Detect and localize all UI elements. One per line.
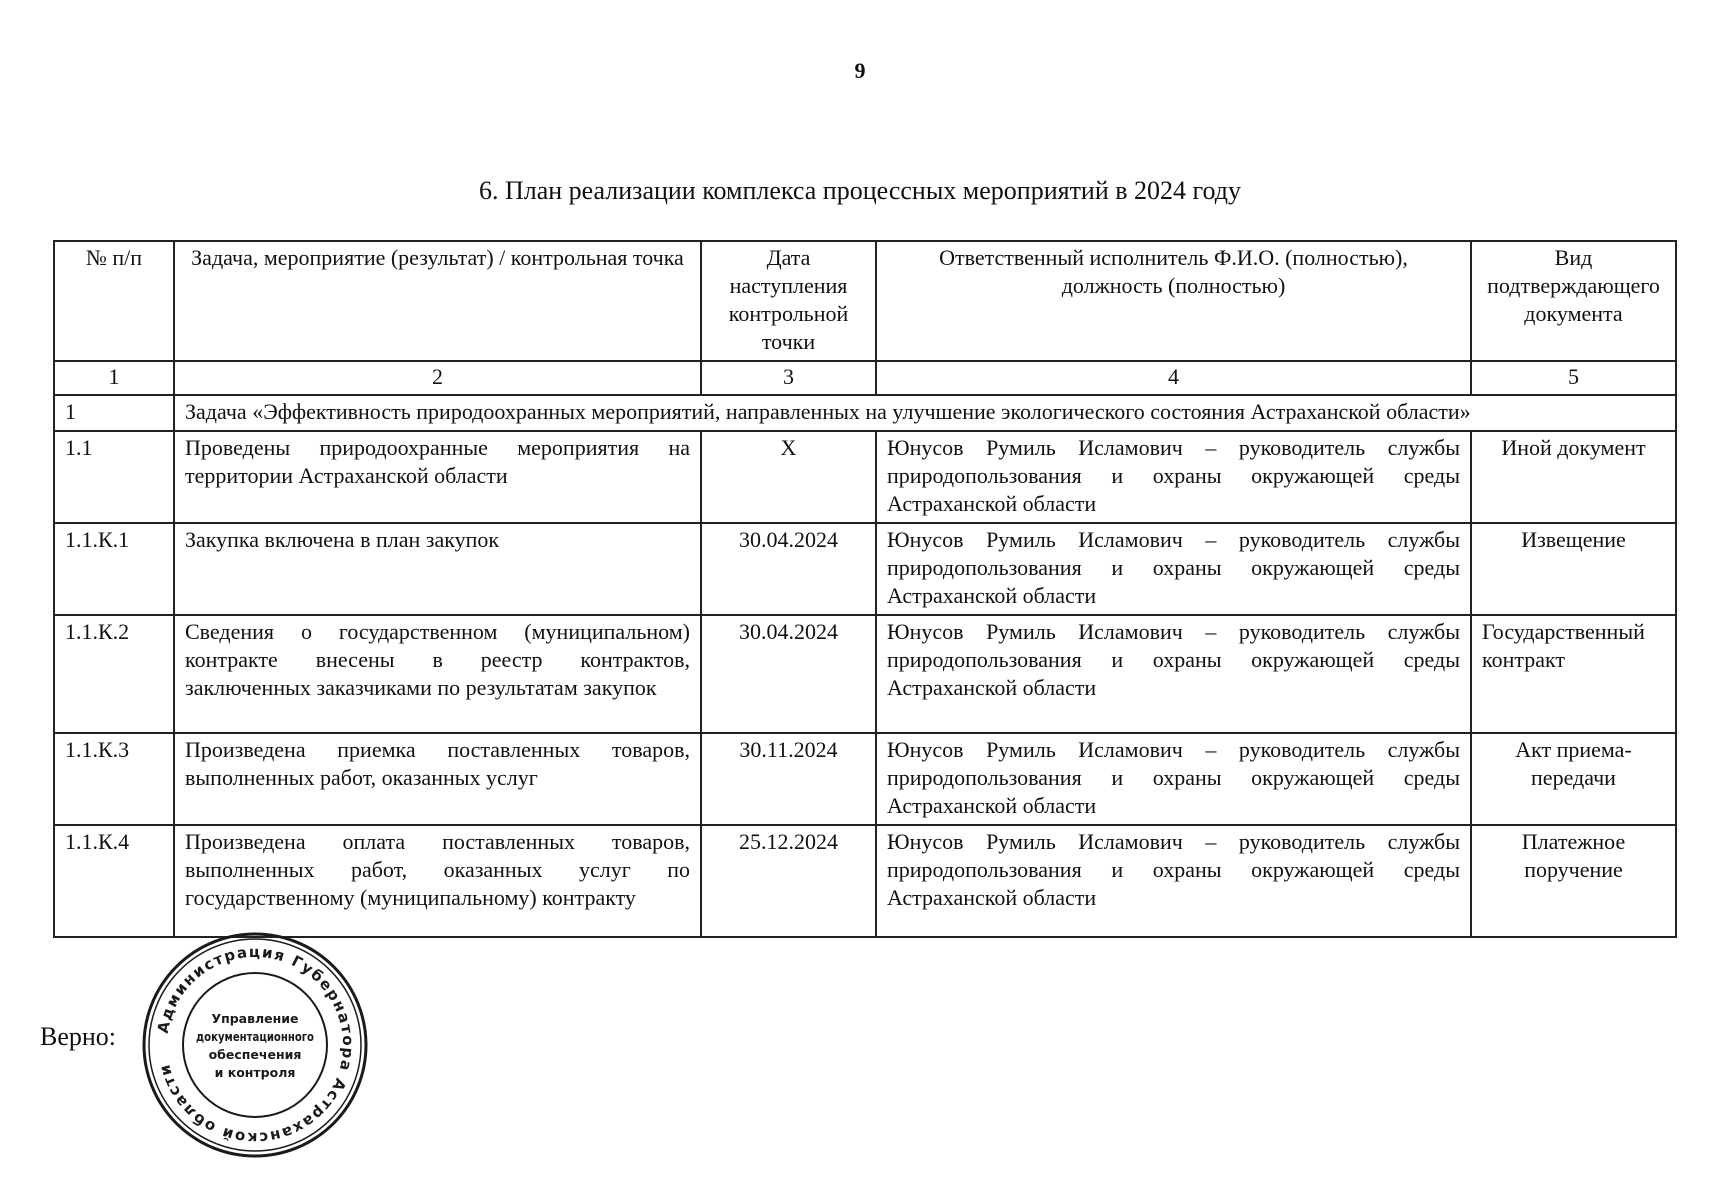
row-responsible: Юнусов Румиль Исламович – руководитель службы природопользования и охраны окружающей среды Астраханской области: [876, 825, 1471, 937]
header-number: № п/п: [54, 241, 174, 361]
certified-label: Верно:: [40, 1022, 117, 1051]
row-date: X: [701, 431, 876, 523]
row-responsible: Юнусов Румиль Исламович – руководитель службы природопользования и охраны окружающей среды Астраханской области: [876, 431, 1471, 523]
column-number: 4: [876, 361, 1471, 395]
row-document: Платежное поручение: [1471, 825, 1676, 937]
column-numbers-row: [54, 361, 1676, 395]
row-responsible: Юнусов Румиль Исламович – руководитель службы природопользования и охраны окружающей среды Астраханской области: [876, 733, 1471, 825]
column-number: 3: [701, 361, 876, 395]
header-responsible: Ответственный исполнитель Ф.И.О. (полностью), должность (полностью): [876, 241, 1471, 361]
header-date: Дата наступления контрольной точки: [701, 241, 876, 361]
row-document: Государственный контракт: [1471, 615, 1676, 733]
row-date: 30.04.2024: [701, 615, 876, 733]
header-document: Вид подтверждающего документа: [1471, 241, 1676, 361]
table-row: [54, 825, 1676, 937]
row-document: Акт приема-передачи: [1471, 733, 1676, 825]
task-text: Задача «Эффективность природоохранных мероприятий, направленных на улучшение экологического состояния Астраханской области»: [174, 395, 1676, 431]
table-header-row: [54, 241, 1676, 361]
task-number: 1: [54, 395, 174, 431]
column-number: 2: [174, 361, 701, 395]
row-number: 1.1.К.3: [54, 733, 174, 825]
seal-inner-line: Управление: [211, 1011, 299, 1026]
column-number: 5: [1471, 361, 1676, 395]
row-number: 1.1.К.4: [54, 825, 174, 937]
row-document: Извещение: [1471, 523, 1676, 615]
row-number: 1.1.К.2: [54, 615, 174, 733]
page-title: 6. План реализации комплекса процессных мероприятий в 2024 году: [478, 176, 1242, 205]
row-number: 1.1: [54, 431, 174, 523]
header-item: Задача, мероприятие (результат) / контрольная точка: [174, 241, 701, 361]
row-date: 30.04.2024: [701, 523, 876, 615]
column-number: 1: [54, 361, 174, 395]
official-seal-stamp: [140, 930, 370, 1160]
seal-outer-text: Администрация Губернатора Астраханской области: [153, 942, 358, 1148]
row-item: Произведена приемка поставленных товаров, выполненных работ, оказанных услуг: [174, 733, 701, 825]
table-row: [54, 733, 1676, 825]
row-date: 25.12.2024: [701, 825, 876, 937]
table-row: [54, 523, 1676, 615]
row-number: 1.1.К.1: [54, 523, 174, 615]
table-row: [54, 431, 1676, 523]
plan-table: [53, 240, 1677, 938]
row-item: Проведены природоохранные мероприятия на территории Астраханской области: [174, 431, 701, 523]
page-number: 9: [854, 58, 866, 83]
row-document: Иной документ: [1471, 431, 1676, 523]
row-item: Произведена оплата поставленных товаров, выполненных работ, оказанных услуг по государственному (муниципальному) контракту: [174, 825, 701, 937]
seal-inner-line: обеспечения: [208, 1047, 302, 1062]
row-responsible: Юнусов Румиль Исламович – руководитель службы природопользования и охраны окружающей среды Астраханской области: [876, 615, 1471, 733]
row-responsible: Юнусов Румиль Исламович – руководитель службы природопользования и охраны окружающей среды Астраханской области: [876, 523, 1471, 615]
seal-inner-ring: [183, 973, 327, 1117]
table-row: [54, 615, 1676, 733]
seal-outer-ring: [144, 934, 366, 1156]
task-row: [54, 395, 1676, 431]
seal-outer-ring-inner: [149, 939, 361, 1151]
seal-inner-line: и контроля: [214, 1065, 296, 1080]
row-date: 30.11.2024: [701, 733, 876, 825]
row-item: Сведения о государственном (муниципальном) контракте внесены в реестр контрактов, заключенных заказчиками по результатам закупок: [174, 615, 701, 733]
seal-inner-line: документационного: [196, 1029, 315, 1044]
row-item: Закупка включена в план закупок: [174, 523, 701, 615]
